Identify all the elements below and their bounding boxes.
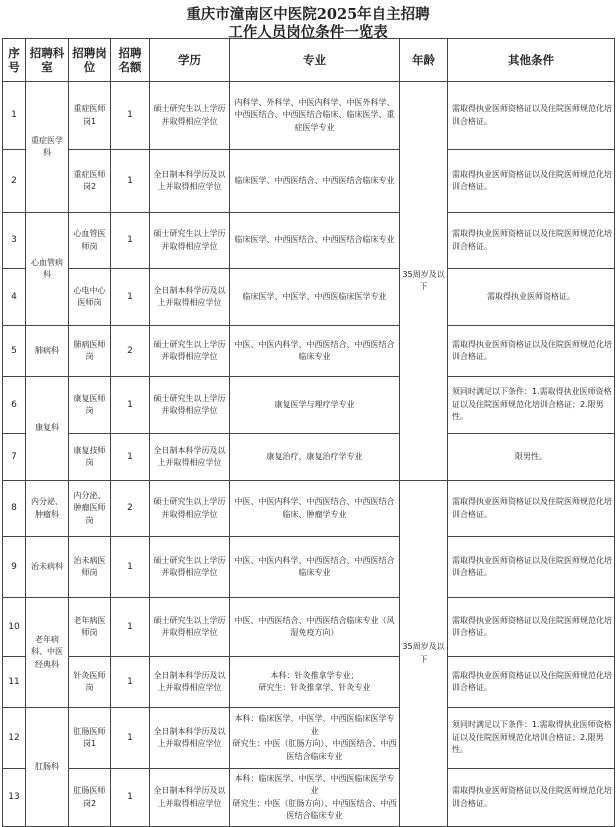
edu-cell: 全日制本科学历及以上并取得相应学位 [150,269,230,326]
quota-cell: 1 [111,213,150,269]
post-cell: 针灸医师岗 [69,657,111,708]
table-row [3,377,615,434]
other-cell: 需取得执业医师资格证以及住院医师规范化培训合格证。 [448,326,615,377]
other-cell: 需取得执业医师资格证以及住院医师规范化培训合格证。 [448,213,615,269]
other-cell: 须同时满足以下条件：1.需取得执业医师资格证以及住院医师规范化培训合格证；2.限男性。 [448,708,615,769]
row-no: 12 [3,708,26,769]
table-row [3,769,615,827]
age-cell: 35周岁及以下 [400,481,448,827]
other-cell: 需取得执业医师资格证以及住院医师规范化培训合格证。 [448,150,615,213]
quota-cell: 1 [111,269,150,326]
table-row [3,598,615,657]
other-cell: 限男性。 [448,434,615,481]
row-no: 3 [3,213,26,269]
dept-cell: 老年病科、中医经典科 [26,598,69,708]
table-row [3,657,615,708]
other-cell: 需取得执业医师资格证以及住院医师规范化培训合格证。 [448,598,615,657]
header-other: 其他条件 [448,39,615,82]
quota-cell: 2 [111,326,150,377]
edu-cell: 全日制本科学历及以上并取得相应学位 [150,657,230,708]
major-cell: 临床医学、中西医结合、中西医结合临床专业 [230,150,400,213]
edu-cell: 全日制本科学历及以上并取得相应学位 [150,434,230,481]
dept-cell: 肛肠科 [26,708,69,827]
major-cell: 中医、中医内科学、中西医结合、中西医结合临床专业 [230,326,400,377]
quota-cell: 1 [111,150,150,213]
major-cell: 康复医学与理疗学专业 [230,377,400,434]
row-no: 13 [3,769,26,827]
title-line-1: 重庆市潼南区中医院2025年自主招聘 [186,6,430,23]
row-no: 6 [3,377,26,434]
edu-cell: 硕士研究生以上学历并取得相应学位 [150,82,230,150]
other-cell: 需取得执业医师资格证。 [448,269,615,326]
major-grad: 研究生：中医（肛肠方向）、中西医结合、中西医结合临床专业 [232,798,397,820]
table-header-row [3,39,615,82]
edu-cell: 硕士研究生以上学历并取得相应学位 [150,598,230,657]
post-cell: 重症医师岗2 [69,150,111,213]
major-undergrad: 本科：临床医学、中医学、中西医临床医学专业 [234,714,395,736]
post-cell: 老年病医师岗 [69,598,111,657]
major-cell: 临床医学、中西医结合、中西医结合临床专业 [230,213,400,269]
other-cell: 需取得执业医师资格证以及住院医师规范化培训合格证。 [448,537,615,598]
dept-cell: 肺病科 [26,326,69,377]
major-cell: 内科学、外科学、中医内科学、中医外科学、中西医结合、中西医结合临床、临床医学、重症医学专业 [230,82,400,150]
post-cell: 康复医师岗 [69,377,111,434]
major-undergrad: 本科：临床医学、中医学、中西医临床医学专业 [234,773,395,795]
edu-cell: 全日制本科学历及以上并取得相应学位 [150,150,230,213]
row-no: 11 [3,657,26,708]
major-grad: 研究生：针灸推拿学、针灸专业 [258,683,371,692]
edu-cell: 硕士研究生以上学历并取得相应学位 [150,377,230,434]
other-cell: 需取得执业医师资格证以及住院医师规范化培训合格证。 [448,82,615,150]
major-cell: 康复治疗、康复治疗学专业 [230,434,400,481]
edu-cell: 硕士研究生以上学历并取得相应学位 [150,481,230,537]
post-cell: 康复技师岗 [69,434,111,481]
row-no: 7 [3,434,26,481]
post-cell: 心电中心医师岗 [69,269,111,326]
dept-cell: 心血管病科 [26,213,69,326]
dept-cell: 治未病科 [26,537,69,598]
title-line-2: 工作人员岗位条件一览表 [228,24,388,41]
quota-cell: 1 [111,769,150,827]
major-cell [230,769,400,827]
major-grad: 研究生：中医（肛肠方向）、中西医结合、中西医结合临床专业 [232,739,397,761]
header-no: 序号 [3,39,26,82]
quota-cell: 2 [111,481,150,537]
major-cell [230,657,400,708]
table-row [3,434,615,481]
major-cell: 中医、中医内科学、中西医结合、中西医结合临床、肿瘤学专业 [230,481,400,537]
header-major: 专业 [230,39,400,82]
other-cell: 需取得执业医师资格证以及住院医师规范化培训合格证。 [448,769,615,827]
post-cell: 治未病医师岗 [69,537,111,598]
other-cell: 需取得执业医师资格证以及住院医师规范化培训合格证。 [448,481,615,537]
edu-cell: 全日制本科学历及以上并取得相应学位 [150,769,230,827]
header-edu: 学历 [150,39,230,82]
dept-cell: 重症医学科 [26,82,69,213]
major-cell: 中医、中西医结合、中西医结合临床专业（风湿免疫方向） [230,598,400,657]
page-title [0,0,616,41]
header-quota: 招聘名额 [111,39,150,82]
row-no: 2 [3,150,26,213]
age-cell: 35周岁及以下 [400,82,448,481]
quota-cell: 1 [111,598,150,657]
table-row [3,708,615,769]
major-cell: 临床医学、中医学、中西医临床医学专业 [230,269,400,326]
post-cell: 肛肠医师岗2 [69,769,111,827]
table-row [3,269,615,326]
row-no: 10 [3,598,26,657]
post-cell: 重症医师岗1 [69,82,111,150]
quota-cell: 1 [111,537,150,598]
edu-cell: 全日制本科学历及以上并取得相应学位 [150,708,230,769]
dept-cell: 康复科 [26,377,69,481]
post-cell: 内分泌、肿瘤医师岗 [69,481,111,537]
positions-table [2,38,615,827]
row-no: 8 [3,481,26,537]
quota-cell: 1 [111,377,150,434]
table-row [3,481,615,537]
table-row [3,150,615,213]
edu-cell: 硕士研究生以上学历并取得相应学位 [150,326,230,377]
edu-cell: 硕士研究生以上学历并取得相应学位 [150,537,230,598]
table-row [3,213,615,269]
row-no: 1 [3,82,26,150]
edu-cell: 硕士研究生以上学历并取得相应学位 [150,213,230,269]
quota-cell: 1 [111,708,150,769]
post-cell: 肛肠医师岗1 [69,708,111,769]
row-no: 5 [3,326,26,377]
quota-cell: 1 [111,434,150,481]
post-cell: 心血管医师岗 [69,213,111,269]
post-cell: 肺病医师岗 [69,326,111,377]
header-post: 招聘岗位 [69,39,111,82]
major-cell: 中医、中医内科学、中西医结合、中西医结合临床专业 [230,537,400,598]
other-cell: 须同时满足以下条件：1.需取得执业医师资格证以及住院医师规范化培训合格证；2.限男性。 [448,377,615,434]
table-row [3,82,615,150]
table-row [3,326,615,377]
dept-cell: 内分泌、肿瘤科 [26,481,69,537]
major-undergrad: 本科：针灸推拿学专业； [270,670,359,680]
quota-cell: 1 [111,82,150,150]
row-no: 4 [3,269,26,326]
quota-cell: 1 [111,657,150,708]
major-cell [230,708,400,769]
header-dept: 招聘科室 [26,39,69,82]
header-age: 年龄 [400,39,448,82]
row-no: 9 [3,537,26,598]
other-cell: 需取得执业医师资格证以及住院医师规范化培训合格证。 [448,657,615,708]
table-row [3,537,615,598]
